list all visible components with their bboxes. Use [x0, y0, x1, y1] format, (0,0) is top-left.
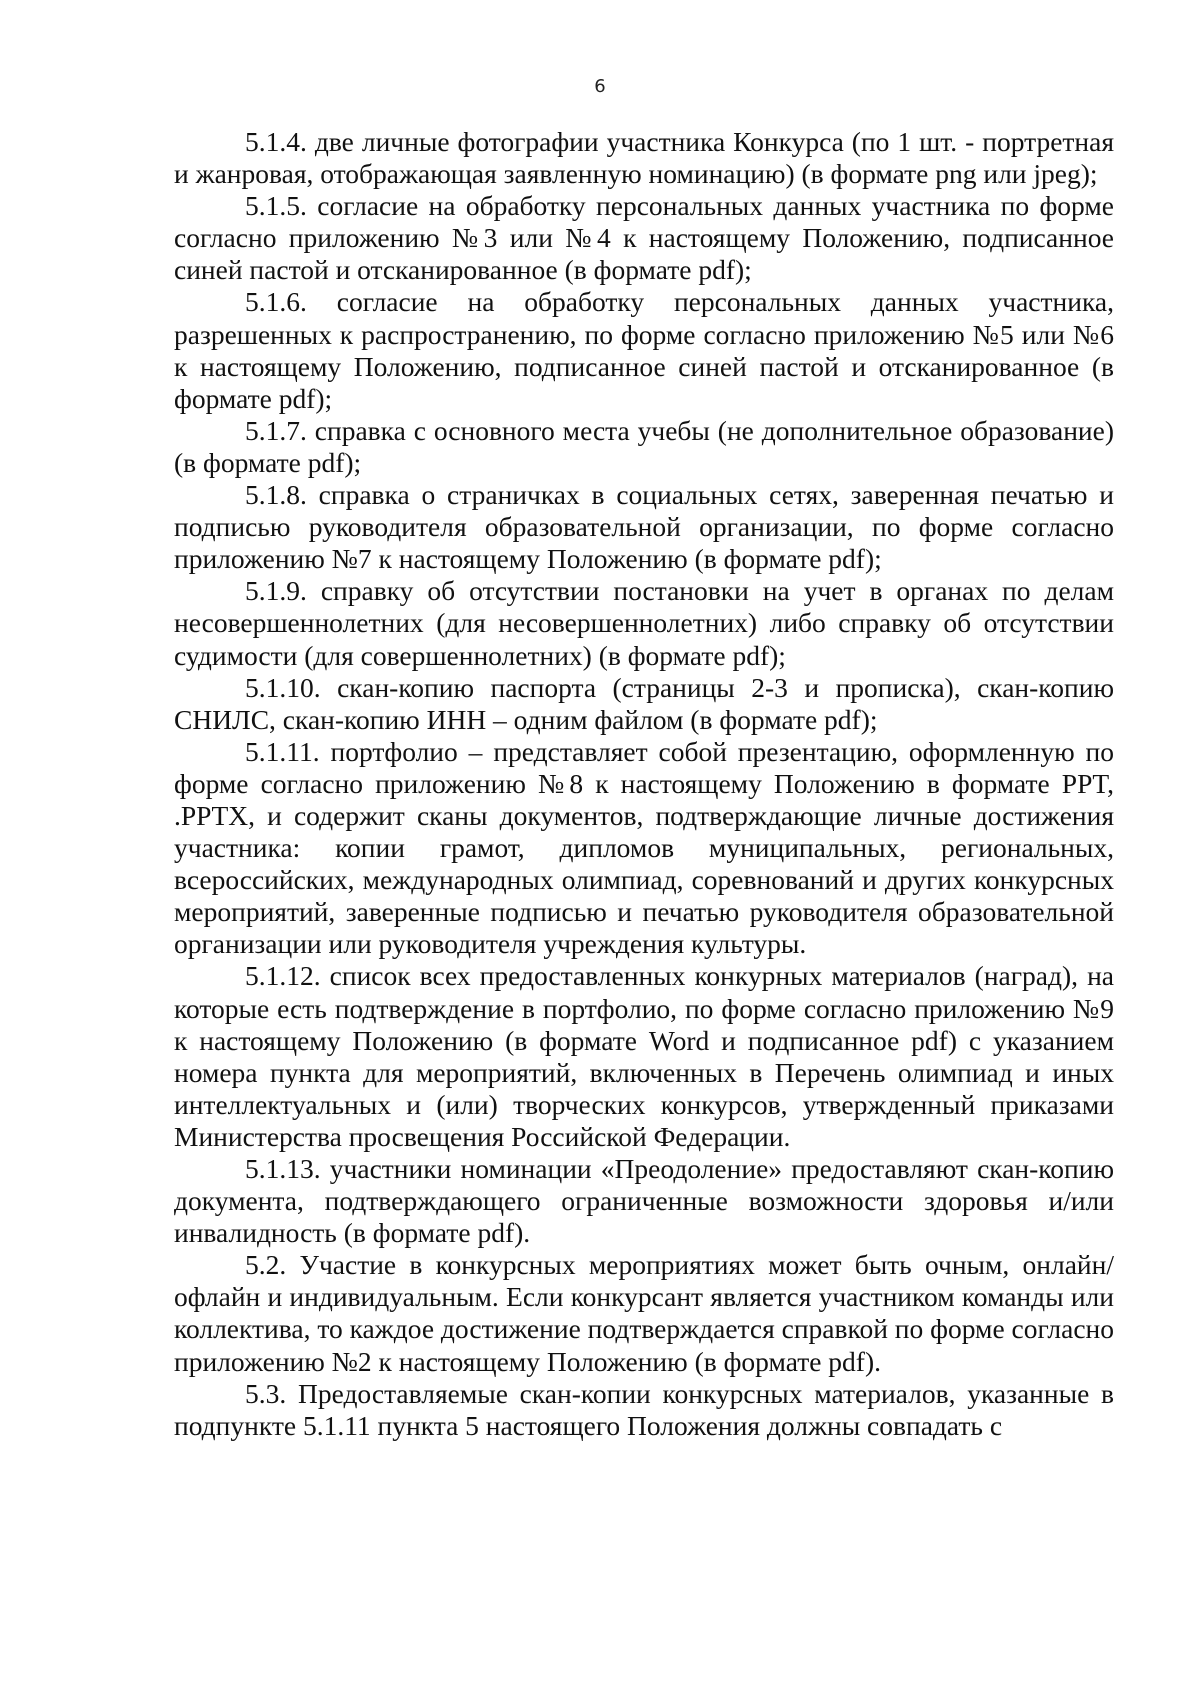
paragraph-5-1-12: 5.1.12. список всех предоставленных конкурных материалов (наград), на которые есть подтверждение в портфолио, по форме согласно приложению №9 к настоящему Положению (в формате Word и подписанное pdf) с указанием номера пункта для мероприятий, включенных в Перечень олимпиад и иных интеллектуальных и (или) творческих конкурсов, утвержденный приказами Министерства просвещения Российской Федерации.	[174, 960, 1114, 1152]
paragraph-5-2: 5.2. Участие в конкурсных мероприятиях может быть очным, онлайн/офлайн и индивидуальным. Если конкурсант является участником команды или коллектива, то каждое достижение подтверждается справкой по форме согласно приложению №2 к настоящему Положению (в формате pdf).	[174, 1249, 1114, 1377]
paragraph-5-1-5: 5.1.5. согласие на обработку персональных данных участника по форме согласно приложению №3 или №4 к настоящему Положению, подписанное синей пастой и отсканированное (в формате pdf);	[174, 190, 1114, 286]
paragraph-5-1-8: 5.1.8. справка о страничках в социальных сетях, заверенная печатью и подписью руководителя образовательной организации, по форме согласно приложению №7 к настоящему Положению (в формате pdf);	[174, 479, 1114, 575]
paragraph-5-1-4: 5.1.4. две личные фотографии участника Конкурса (по 1 шт. - портретная и жанровая, отображающая заявленную номинацию) (в формате png или jpeg);	[174, 126, 1114, 190]
paragraph-5-1-7: 5.1.7. справка с основного места учебы (не дополнительное образование) (в формате pdf);	[174, 414, 1114, 478]
page-number: 6	[594, 76, 606, 97]
paragraph-5-3: 5.3. Предоставляемые скан-копии конкурсных материалов, указанные в подпункте 5.1.11 пункта 5 настоящего Положения должны совпадать с	[174, 1377, 1114, 1441]
document-body	[174, 126, 1114, 1442]
paragraph-5-1-9: 5.1.9. справку об отсутствии постановки на учет в органах по делам несовершеннолетних (для несовершеннолетних) либо справку об отсутствии судимости (для совершеннолетних) (в формате pdf);	[174, 575, 1114, 671]
paragraph-5-1-11: 5.1.11. портфолио – представляет собой презентацию, оформленную по форме согласно приложению №8 к настоящему Положению в формате PPT, .PPTX, и содержит сканы документов, подтверждающие личные достижения участника: копии грамот, дипломов муниципальных, региональных, всероссийских, международных олимпиад, соревнований и других конкурсных мероприятий, заверенные подписью и печатью руководителя образовательной организации или руководителя учреждения культуры.	[174, 735, 1114, 960]
paragraph-5-1-10: 5.1.10. скан-копию паспорта (страницы 2-3 и прописка), скан-копию СНИЛС, скан-копию ИНН – одним файлом (в формате pdf);	[174, 671, 1114, 735]
paragraph-5-1-6: 5.1.6. согласие на обработку персональных данных участника, разрешенных к распространению, по форме согласно приложению №5 или №6 к настоящему Положению, подписанное синей пастой и отсканированное (в формате pdf);	[174, 286, 1114, 414]
paragraph-5-1-13: 5.1.13. участники номинации «Преодоление» предоставляют скан-копию документа, подтверждающего ограниченные возможности здоровья и/или инвалидность (в формате pdf).	[174, 1153, 1114, 1249]
